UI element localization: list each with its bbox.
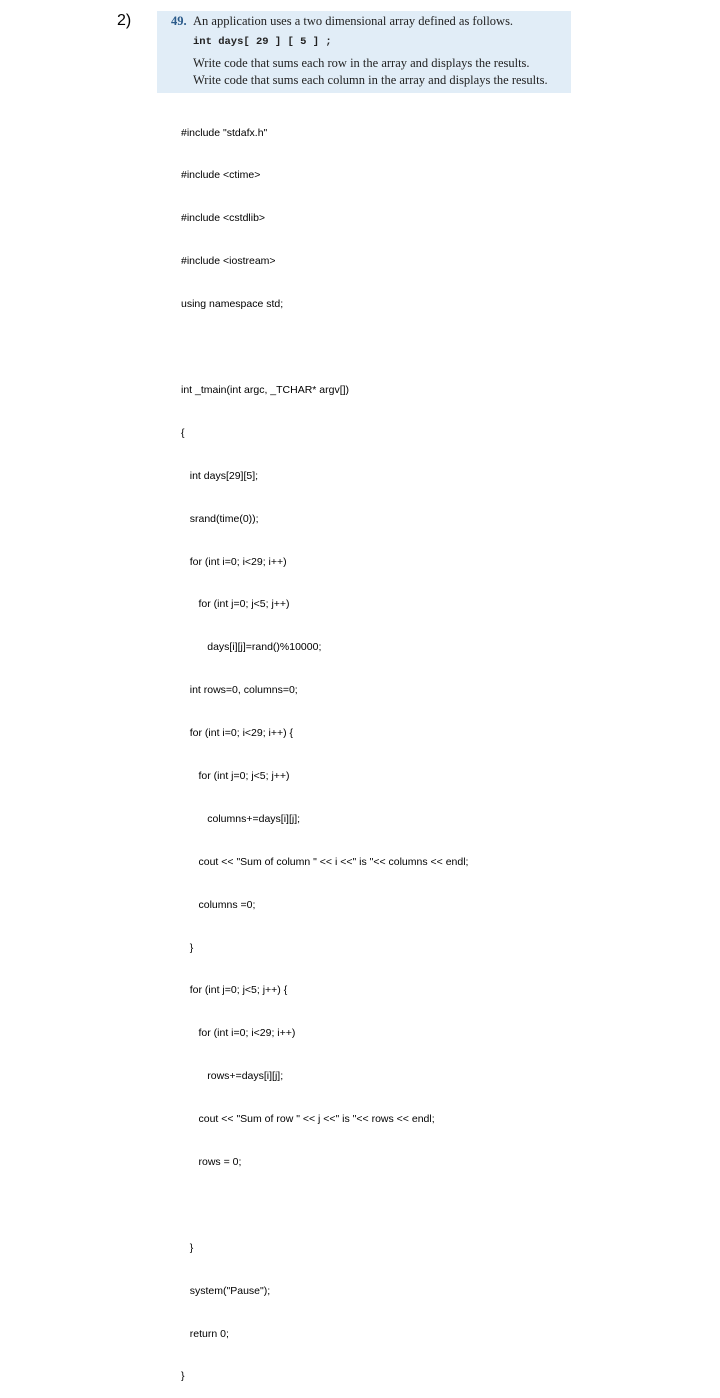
code-line: using namespace std; [181, 298, 284, 311]
code-line: #include <ctime> [181, 169, 261, 182]
code-line: } [181, 1241, 194, 1254]
code-line: for (int j=0; j<5; j++) [181, 598, 290, 611]
code-line: for (int i=0; i<29; i++) { [181, 727, 294, 740]
code-line: #include <iostream> [181, 255, 276, 268]
code-line: int rows=0, columns=0; [181, 684, 298, 697]
code-line: for (int i=0; i<29; i++) [181, 555, 287, 568]
code-line: days[i][j]=rand()%10000; [181, 641, 322, 654]
code-line: system("Pause"); [181, 1284, 271, 1297]
code-line: columns+=days[i][j]; [181, 812, 301, 825]
code-line: for (int i=0; i<29; i++) [181, 1027, 296, 1040]
code-line: } [181, 941, 194, 954]
array-declaration: int days[ 29 ] [ 5 ] ; [193, 36, 332, 48]
code-line: rows+=days[i][j]; [181, 1070, 284, 1083]
code-listing [181, 97, 468, 1398]
code-line: for (int j=0; j<5; j++) { [181, 984, 288, 997]
code-line: { [181, 426, 185, 439]
code-line: cout << "Sum of column " << i <<" is "<< columns << endl; [181, 855, 469, 868]
code-line: } [181, 1370, 185, 1383]
code-line: columns =0; [181, 898, 256, 911]
code-line: for (int j=0; j<5; j++) [181, 769, 290, 782]
slide-number: 2) [117, 12, 132, 29]
code-line: int _tmain(int argc, _TCHAR* argv[]) [181, 383, 350, 396]
question-box [157, 11, 571, 93]
code-line: #include "stdafx.h" [181, 126, 268, 139]
code-line [181, 1198, 468, 1212]
code-line: srand(time(0)); [181, 512, 259, 525]
question-prompt: An application uses a two dimensional array defined as follows. [193, 14, 514, 28]
code-line [181, 340, 468, 354]
code-line: rows = 0; [181, 1155, 242, 1168]
code-line: return 0; [181, 1327, 229, 1340]
question-number: 49. [171, 14, 187, 28]
task-sum-rows: Write code that sums each row in the array and displays the results. [193, 56, 530, 70]
code-line: int days[29][5]; [181, 469, 259, 482]
code-line: #include <cstdlib> [181, 212, 266, 225]
task-sum-columns: Write code that sums each column in the array and displays the results. [193, 73, 548, 87]
code-line: cout << "Sum of row " << j <<" is "<< rows << endl; [181, 1113, 435, 1126]
